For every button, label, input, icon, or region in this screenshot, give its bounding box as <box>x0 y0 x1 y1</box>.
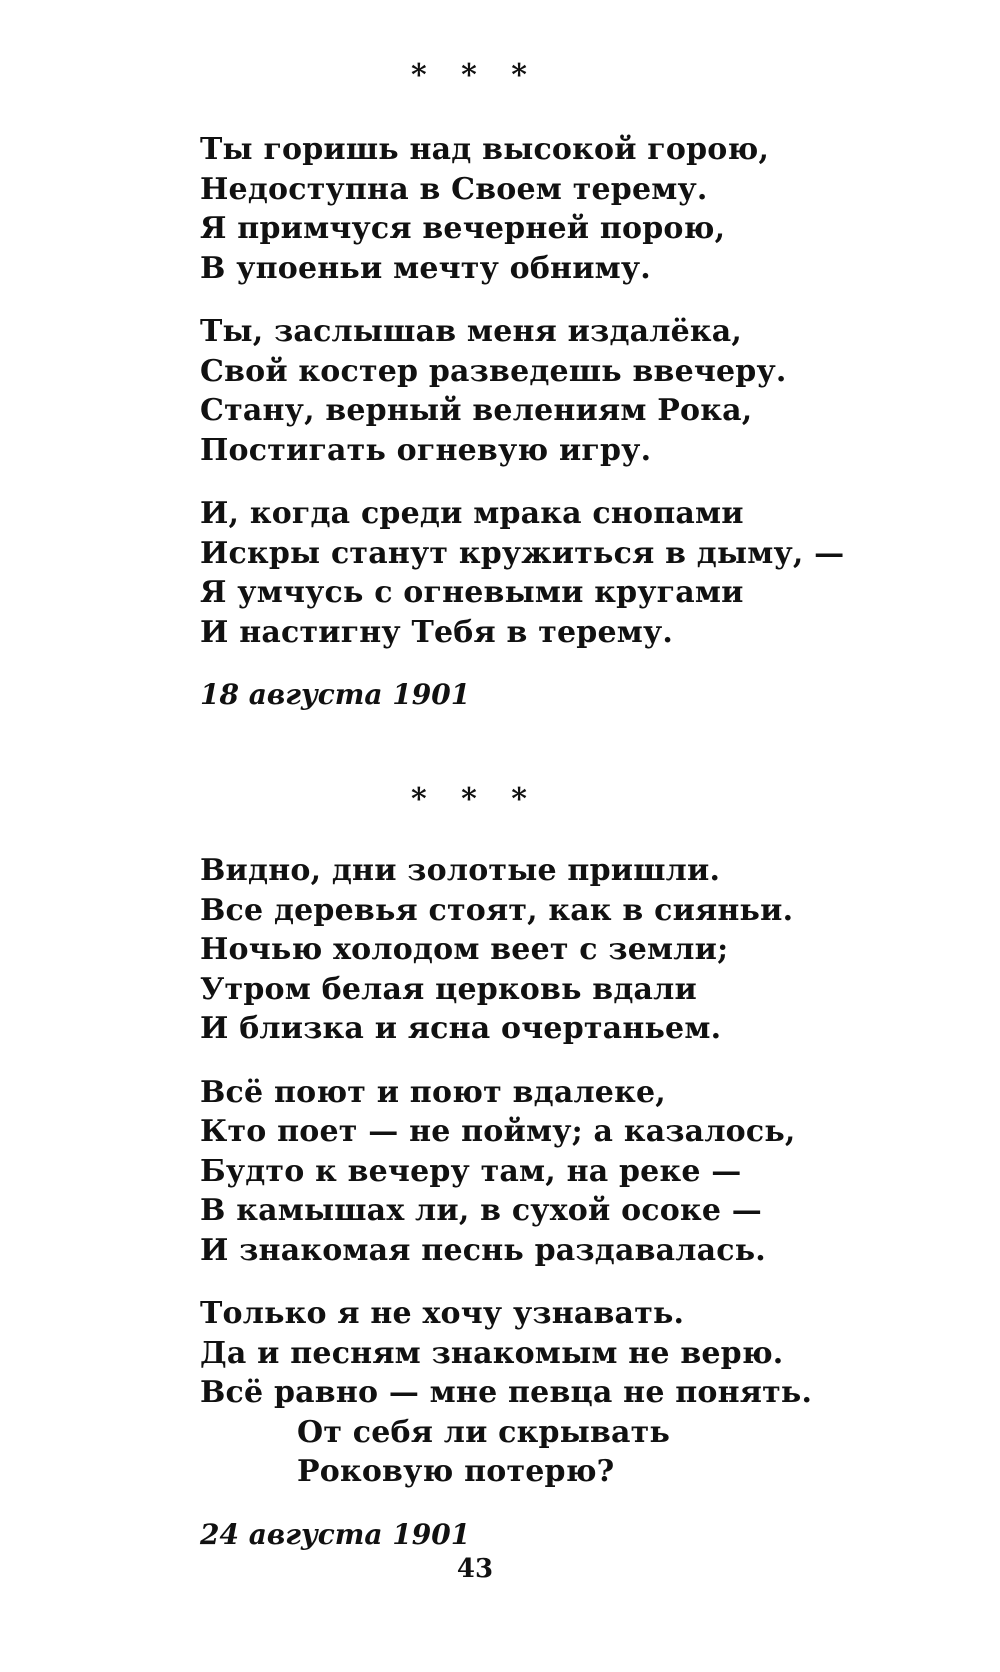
poem-line: И, когда среди мрака снопами <box>200 496 744 531</box>
poem-line: Все деревья стоят, как в сияньи. <box>200 892 794 928</box>
poem-separator: * * * <box>411 58 539 93</box>
poem-line: От себя ли скрывать <box>297 1414 670 1450</box>
poem-line: Только я не хочу узнавать. <box>200 1296 685 1331</box>
poem-line: Постигать огневую игру. <box>200 432 652 468</box>
stanza <box>200 851 812 1049</box>
poem-line: И настигну Тебя в терему. <box>200 614 674 650</box>
poem-line: Ты, заслышав меня издалёка, <box>200 314 743 349</box>
poem-separator: * * * <box>411 782 539 817</box>
poem-date: 18 августа 1901 <box>200 678 471 711</box>
poem-line: Стану, верный велениям Рока, <box>200 393 753 428</box>
stanza <box>200 130 844 288</box>
poem-line: Всё равно — мне певца не понять. <box>200 1375 813 1410</box>
poem-line: Ночью холодом веет с земли; <box>200 932 729 967</box>
poem-2 <box>200 851 812 1554</box>
poem-line: Ты горишь над высокой горою, <box>200 132 770 167</box>
poem-line: Роковую потерю? <box>297 1454 615 1489</box>
poem-line: Я примчуся вечерней порою, <box>200 211 726 246</box>
poem-1 <box>200 130 844 714</box>
poem-line: Свой костер разведешь ввечеру. <box>200 353 787 389</box>
poem-line: Кто поет — не пойму; а казалось, <box>200 1114 796 1149</box>
poem-line: Да и песням знакомым не верю. <box>200 1335 784 1371</box>
poem-line: И близка и ясна очертаньем. <box>200 1011 722 1046</box>
poem-line: В упоеньи мечту обниму. <box>200 250 651 286</box>
poem-line: Недоступна в Своем терему. <box>200 171 708 207</box>
poem-line: И знакомая песнь раздавалась. <box>200 1232 766 1268</box>
poem-line: Искры станут кружиться в дыму, — <box>200 535 845 571</box>
stanza <box>200 1294 812 1492</box>
poem-line: В камышах ли, в сухой осоке — <box>200 1193 762 1228</box>
poem-line: Видно, дни золотые пришли. <box>200 853 721 888</box>
stanza <box>200 494 844 652</box>
poem-line: Будто к вечеру там, на реке — <box>200 1153 742 1189</box>
poem-line: Утром белая церковь вдали <box>200 971 697 1007</box>
poem-line: Всё поют и поют вдалеке, <box>200 1074 666 1110</box>
poem-date: 24 августа 1901 <box>200 1517 471 1551</box>
poem-line: Я умчусь с огневыми кругами <box>200 575 744 610</box>
page-number: 43 <box>456 1554 494 1584</box>
stanza <box>200 312 844 470</box>
stanza <box>200 1073 812 1271</box>
